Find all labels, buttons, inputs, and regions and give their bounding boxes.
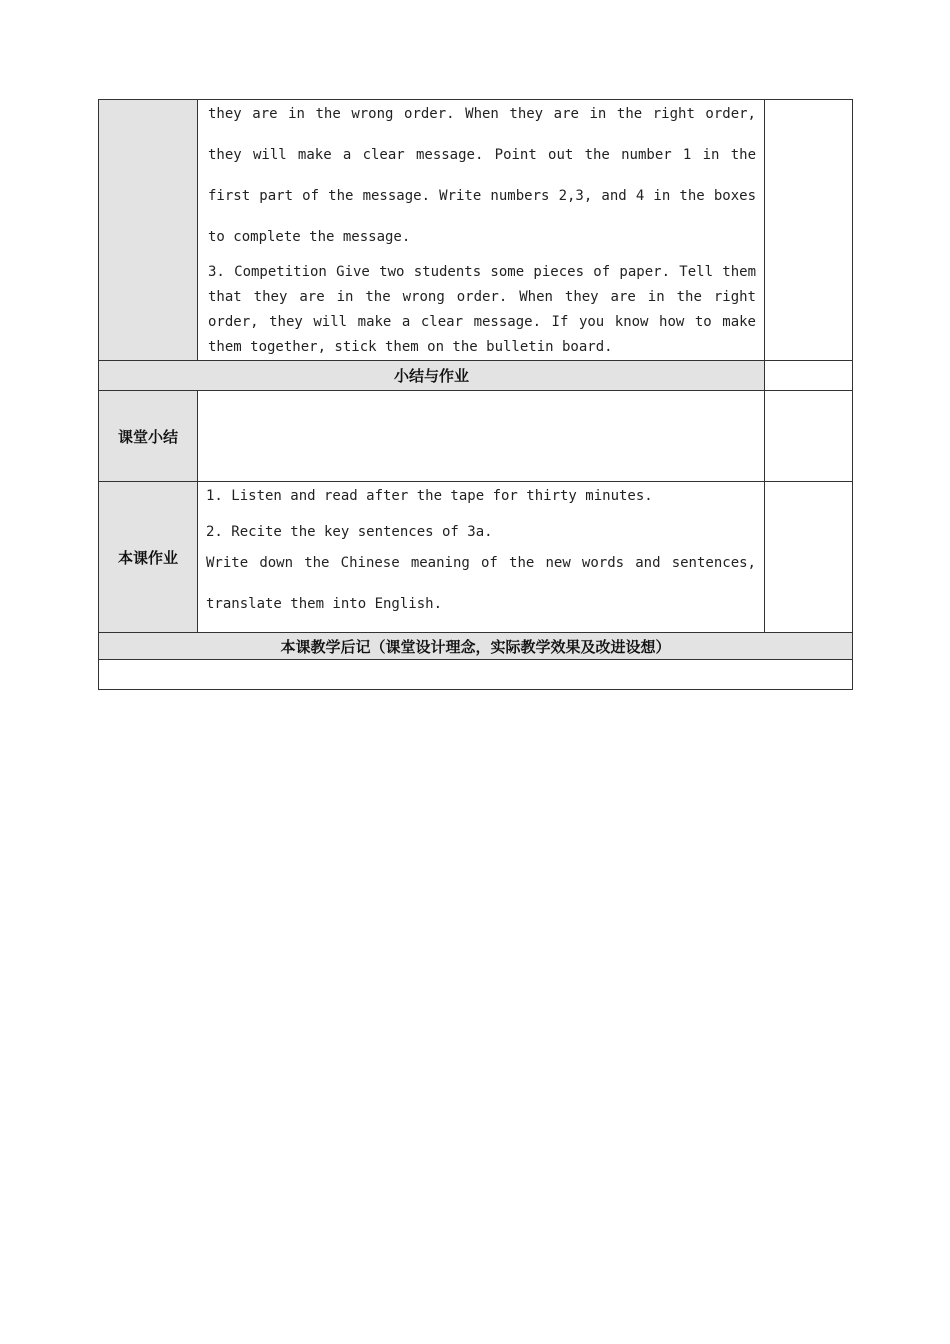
lesson-plan-table	[98, 99, 853, 690]
summary-section-notes-cell	[765, 361, 853, 391]
activity-notes-cell	[765, 100, 853, 361]
class-summary-row	[99, 391, 853, 482]
activity-content-cell	[198, 100, 765, 361]
homework-item-1: 1. Listen and read after the tape for thirty minutes.	[206, 488, 653, 504]
homework-label: 本课作业	[99, 482, 198, 633]
summary-section-title: 小结与作业	[99, 361, 765, 391]
homework-row	[99, 482, 853, 633]
homework-item-3: Write down the Chinese meaning of the new words and sentences, translate them into English.	[206, 555, 756, 612]
class-summary-content	[198, 391, 765, 482]
reflection-content	[99, 660, 853, 690]
homework-item-2: 2. Recite the key sentences of 3a.	[206, 524, 493, 540]
summary-section-row	[99, 361, 853, 391]
homework-content-cell	[198, 482, 765, 633]
reflection-title: 本课教学后记（课堂设计理念，实际教学效果及改进设想）	[99, 633, 853, 660]
class-summary-label: 课堂小结	[99, 391, 198, 482]
activity-row	[99, 100, 853, 361]
activity-label-cell	[99, 100, 198, 361]
activity-paragraph-2: 3. Competition Give two students some pieces of paper. Tell them that they are in the wrong order. When they are in the right order, they will make a clear message. If you know how to make them together, stick them on the bulletin board.	[208, 264, 756, 355]
activity-paragraph-1: they are in the wrong order. When they are in the right order, they will make a clear message. Point out the number 1 in the first part of the message. Write numbers 2,3, and 4 in the boxes to complete the message.	[208, 106, 756, 245]
reflection-title-row	[99, 633, 853, 660]
class-summary-notes-cell	[765, 391, 853, 482]
homework-notes-cell	[765, 482, 853, 633]
reflection-content-row	[99, 660, 853, 690]
